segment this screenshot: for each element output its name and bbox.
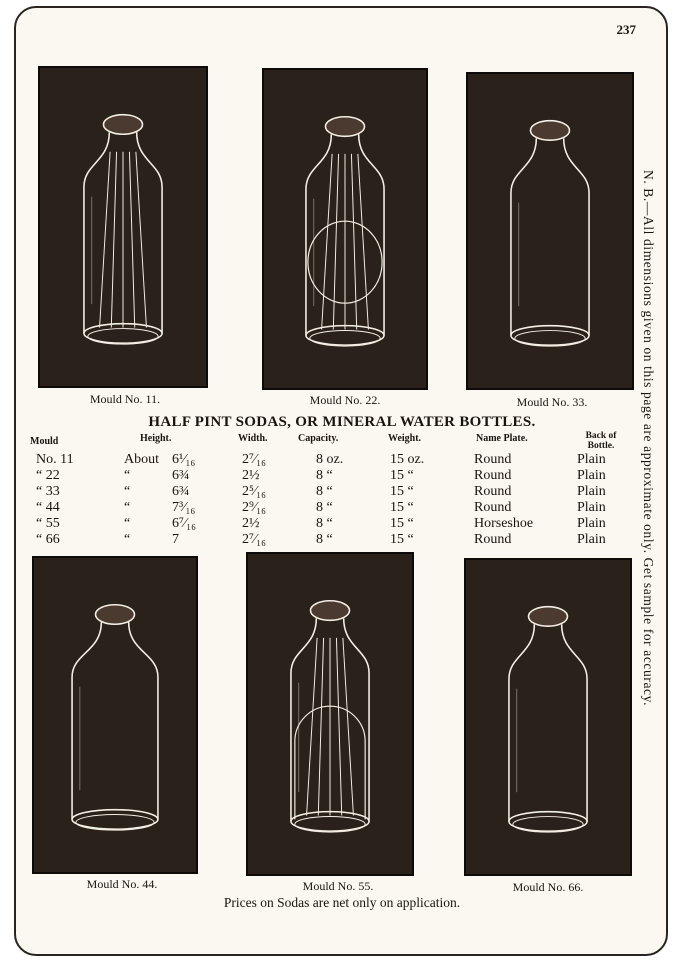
header-back-of-bottle: Back of Bottle. bbox=[585, 431, 617, 451]
table-row bbox=[0, 484, 684, 500]
plate-mould-11 bbox=[38, 66, 208, 388]
page-number: 237 bbox=[616, 22, 636, 37]
cell-height: 7³⁄₁₆ bbox=[172, 500, 196, 515]
cell-back: Plain bbox=[577, 516, 606, 531]
table-row bbox=[0, 452, 684, 468]
cell-width: 2⁷⁄₁₆ bbox=[242, 532, 266, 547]
cell-width: 2⁷⁄₁₆ bbox=[242, 452, 266, 467]
cell-name-plate: Round bbox=[474, 500, 512, 515]
header-capacity: Capacity. bbox=[298, 433, 339, 444]
bottle-icon bbox=[466, 560, 630, 874]
bottle-icon bbox=[468, 74, 632, 388]
cell-weight: 15 “ bbox=[390, 500, 414, 515]
cell-height: 7 bbox=[172, 532, 179, 547]
cell-mould: “ 66 bbox=[36, 532, 60, 547]
cell-mould: “ 33 bbox=[36, 484, 60, 499]
cell-back: Plain bbox=[577, 452, 606, 467]
cell-name-plate: Round bbox=[474, 484, 512, 499]
cell-height-prefix: “ bbox=[124, 532, 131, 547]
cell-height-prefix: “ bbox=[124, 484, 131, 499]
cell-weight: 15 “ bbox=[390, 532, 414, 547]
cell-height-prefix: About bbox=[124, 452, 159, 467]
cell-width: 2½ bbox=[242, 516, 260, 531]
cell-name-plate: Round bbox=[474, 452, 512, 467]
caption-mould-11: Mould No. 11. bbox=[89, 392, 161, 406]
cell-back: Plain bbox=[577, 500, 606, 515]
table-row bbox=[0, 516, 684, 532]
cell-weight: 15 “ bbox=[390, 468, 414, 483]
table-row bbox=[0, 500, 684, 516]
cell-capacity: 8 “ bbox=[316, 516, 333, 531]
plate-mould-44 bbox=[32, 556, 198, 874]
cell-weight: 15 “ bbox=[390, 516, 414, 531]
cell-back: Plain bbox=[577, 468, 606, 483]
cell-capacity: 8 “ bbox=[316, 532, 333, 547]
caption-mould-22: Mould No. 22. bbox=[309, 393, 381, 407]
cell-weight: 15 “ bbox=[390, 484, 414, 499]
bottle-icon bbox=[34, 558, 196, 872]
cell-width: 2⁵⁄₁₆ bbox=[242, 484, 266, 499]
cell-height: 6¹⁄₁₆ bbox=[172, 452, 196, 467]
cell-mould: No. 11 bbox=[36, 452, 74, 467]
header-weight: Weight. bbox=[388, 433, 422, 444]
cell-height: 6¾ bbox=[172, 468, 190, 483]
header-mould: Mould bbox=[30, 436, 59, 447]
cell-height-prefix: “ bbox=[124, 500, 131, 515]
cell-name-plate: Round bbox=[474, 468, 512, 483]
cell-weight: 15 oz. bbox=[390, 452, 425, 467]
bottle-icon bbox=[248, 554, 412, 874]
cell-width: 2½ bbox=[242, 468, 260, 483]
plate-mould-66 bbox=[464, 558, 632, 876]
cell-mould: “ 44 bbox=[36, 500, 60, 515]
header-name-plate: Name Plate. bbox=[476, 433, 528, 444]
caption-mould-66: Mould No. 66. bbox=[512, 880, 584, 894]
caption-mould-55: Mould No. 55. bbox=[302, 879, 374, 893]
cell-height-prefix: “ bbox=[124, 516, 131, 531]
cell-capacity: 8 “ bbox=[316, 468, 333, 483]
caption-mould-44: Mould No. 44. bbox=[86, 877, 158, 891]
cell-capacity: 8 “ bbox=[316, 500, 333, 515]
plate-mould-22 bbox=[262, 68, 428, 390]
bottle-icon bbox=[264, 70, 426, 388]
cell-name-plate: Round bbox=[474, 532, 512, 547]
bottle-icon bbox=[40, 68, 206, 386]
cell-name-plate: Horseshoe bbox=[474, 516, 534, 531]
cell-mould: “ 22 bbox=[36, 468, 60, 483]
cell-height: 6⁷⁄₁₆ bbox=[172, 516, 196, 531]
plate-mould-55 bbox=[246, 552, 414, 876]
table-row bbox=[0, 468, 684, 484]
cell-capacity: 8 “ bbox=[316, 484, 333, 499]
header-width: Width. bbox=[238, 433, 268, 444]
cell-capacity: 8 oz. bbox=[316, 452, 344, 467]
header-height: Height. bbox=[140, 433, 172, 444]
cell-mould: “ 55 bbox=[36, 516, 60, 531]
cell-height-prefix: “ bbox=[124, 468, 131, 483]
caption-mould-33: Mould No. 33. bbox=[516, 395, 588, 409]
cell-back: Plain bbox=[577, 532, 606, 547]
cell-width: 2⁹⁄₁₆ bbox=[242, 500, 266, 515]
side-note bbox=[638, 170, 658, 790]
side-note-text: N. B.—All dimensions given on this page are approximate only. Get sample for accuracy. bbox=[641, 170, 656, 707]
cell-back: Plain bbox=[577, 484, 606, 499]
plate-mould-33 bbox=[466, 72, 634, 390]
table-row bbox=[0, 532, 684, 548]
cell-height: 6¾ bbox=[172, 484, 190, 499]
table-title: HALF PINT SODAS, OR MINERAL WATER BOTTLES. bbox=[148, 414, 536, 430]
footer-note: Prices on Sodas are net only on application. bbox=[223, 895, 461, 910]
